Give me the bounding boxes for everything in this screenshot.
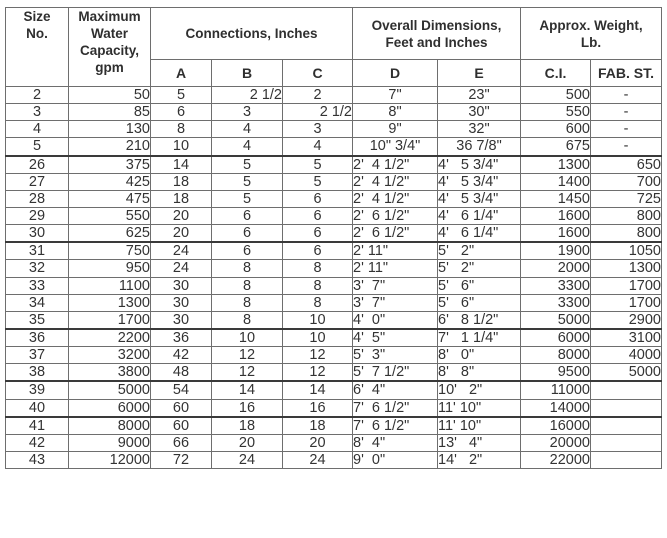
cell-connection-a: 42 (151, 347, 212, 364)
header-connections-label: Connections, Inches (185, 26, 318, 41)
cell-connection-b: 4 (212, 138, 283, 156)
cell-connection-b: 5 (212, 156, 283, 174)
cell-dimension-d: 2' 4 1/2" (353, 156, 438, 174)
cell-connection-a: 10 (151, 138, 212, 156)
header-b: B (212, 60, 283, 87)
table-body (6, 87, 662, 469)
cell-weight-fab-st (591, 381, 662, 399)
cell-dimension-d: 2' 6 1/2" (353, 207, 438, 224)
cell-dimension-e: 23" (438, 87, 521, 104)
cell-dimension-e: 5' 6" (438, 277, 521, 294)
cell-weight-ci: 1600 (521, 207, 591, 224)
header-max-water-capacity (69, 8, 151, 87)
cell-dimension-d: 7" (353, 87, 438, 104)
cell-connection-a: 14 (151, 156, 212, 174)
cell-weight-fab-st (591, 399, 662, 417)
cell-capacity-gpm: 3200 (69, 347, 151, 364)
header-dimensions-line2: Feet and Inches (385, 34, 488, 50)
cell-dimension-d: 8" (353, 104, 438, 121)
cell-connection-a: 66 (151, 434, 212, 451)
cell-size: 29 (6, 207, 69, 224)
cell-weight-fab-st: 2900 (591, 311, 662, 329)
cell-weight-fab-st: 650 (591, 156, 662, 174)
cell-capacity-gpm: 950 (69, 260, 151, 277)
header-e: E (438, 60, 521, 87)
cell-connection-b: 18 (212, 417, 283, 435)
cell-size: 3 (6, 104, 69, 121)
cell-weight-ci: 675 (521, 138, 591, 156)
header-size-no-line2: No. (26, 26, 48, 41)
cell-connection-b: 16 (212, 399, 283, 417)
cell-connection-c: 14 (283, 381, 353, 399)
cell-dimension-e: 4' 5 3/4" (438, 156, 521, 174)
header-c: C (283, 60, 353, 87)
table-row (6, 294, 662, 311)
cell-dimension-e: 4' 5 3/4" (438, 173, 521, 190)
specifications-table (5, 7, 662, 469)
cell-weight-ci: 1400 (521, 173, 591, 190)
cell-dimension-d: 5' 3" (353, 347, 438, 364)
cell-capacity-gpm: 210 (69, 138, 151, 156)
cell-weight-ci: 8000 (521, 347, 591, 364)
cell-dimension-d: 2' 11" (353, 242, 438, 260)
cell-connection-c: 6 (283, 242, 353, 260)
cell-capacity-gpm: 2200 (69, 329, 151, 347)
table-row (6, 329, 662, 347)
cell-weight-ci: 14000 (521, 399, 591, 417)
cell-connection-a: 30 (151, 294, 212, 311)
table-row (6, 87, 662, 104)
cell-dimension-e: 10' 2" (438, 381, 521, 399)
table-row (6, 138, 662, 156)
cell-weight-fab-st: - (591, 104, 662, 121)
cell-connection-a: 60 (151, 399, 212, 417)
cell-connection-b: 5 (212, 173, 283, 190)
cell-dimension-d: 7' 6 1/2" (353, 417, 438, 435)
cell-size: 42 (6, 434, 69, 451)
cell-dimension-d: 7' 6 1/2" (353, 399, 438, 417)
cell-weight-fab-st (591, 417, 662, 435)
cell-capacity-gpm: 625 (69, 225, 151, 243)
table-row (6, 190, 662, 207)
cell-size: 33 (6, 277, 69, 294)
cell-size: 35 (6, 311, 69, 329)
cell-dimension-d: 10" 3/4" (353, 138, 438, 156)
cell-capacity-gpm: 130 (69, 121, 151, 138)
cell-connection-c: 6 (283, 207, 353, 224)
cell-dimension-d: 2' 11" (353, 260, 438, 277)
table-row (6, 156, 662, 174)
cell-size: 27 (6, 173, 69, 190)
cell-weight-ci: 5000 (521, 311, 591, 329)
cell-connection-b: 12 (212, 364, 283, 382)
cell-dimension-e: 4' 6 1/4" (438, 225, 521, 243)
cell-weight-fab-st: 4000 (591, 347, 662, 364)
header-row-main (6, 8, 662, 60)
cell-connection-b: 10 (212, 329, 283, 347)
cell-connection-c: 16 (283, 399, 353, 417)
cell-dimension-e: 30" (438, 104, 521, 121)
cell-dimension-d: 4' 0" (353, 311, 438, 329)
cell-connection-a: 18 (151, 190, 212, 207)
header-fab-st: FAB. ST. (591, 60, 662, 87)
cell-dimension-e: 6' 8 1/2" (438, 311, 521, 329)
cell-capacity-gpm: 1300 (69, 294, 151, 311)
cell-size: 36 (6, 329, 69, 347)
cell-size: 2 (6, 87, 69, 104)
header-dimensions-line1: Overall Dimensions, (371, 17, 502, 33)
cell-dimension-e: 5' 2" (438, 242, 521, 260)
cell-dimension-d: 4' 5" (353, 329, 438, 347)
table-row (6, 104, 662, 121)
header-capacity-line1: Maximum (78, 9, 141, 24)
header-capacity-line4: gpm (95, 60, 124, 75)
cell-weight-fab-st (591, 451, 662, 468)
cell-connection-b: 6 (212, 242, 283, 260)
cell-weight-ci: 3300 (521, 294, 591, 311)
cell-connection-c: 6 (283, 190, 353, 207)
cell-dimension-e: 4' 5 3/4" (438, 190, 521, 207)
cell-weight-fab-st: 1300 (591, 260, 662, 277)
cell-dimension-e: 7' 1 1/4" (438, 329, 521, 347)
cell-weight-ci: 600 (521, 121, 591, 138)
cell-connection-c: 24 (283, 451, 353, 468)
cell-weight-fab-st: 3100 (591, 329, 662, 347)
table-row (6, 347, 662, 364)
cell-connection-c: 2 1/2 (283, 104, 353, 121)
cell-connection-a: 20 (151, 225, 212, 243)
table-row (6, 260, 662, 277)
header-overall-dimensions (353, 8, 521, 60)
cell-weight-ci: 9500 (521, 364, 591, 382)
table-row (6, 311, 662, 329)
table-row (6, 399, 662, 417)
cell-size: 26 (6, 156, 69, 174)
cell-weight-fab-st: 1700 (591, 277, 662, 294)
cell-connection-a: 18 (151, 173, 212, 190)
cell-size: 39 (6, 381, 69, 399)
cell-connection-b: 20 (212, 434, 283, 451)
cell-connection-c: 3 (283, 121, 353, 138)
cell-connection-c: 4 (283, 138, 353, 156)
cell-weight-fab-st: 800 (591, 225, 662, 243)
cell-weight-ci: 550 (521, 104, 591, 121)
header-weight-line1: Approx. Weight, (539, 17, 643, 33)
cell-connection-b: 4 (212, 121, 283, 138)
cell-connection-a: 24 (151, 260, 212, 277)
cell-weight-ci: 11000 (521, 381, 591, 399)
table-row (6, 225, 662, 243)
cell-dimension-e: 11' 10" (438, 399, 521, 417)
header-size-no-line1: Size (23, 9, 51, 24)
cell-dimension-d: 5' 7 1/2" (353, 364, 438, 382)
cell-capacity-gpm: 6000 (69, 399, 151, 417)
header-capacity-line2: Water (90, 26, 128, 41)
cell-size: 38 (6, 364, 69, 382)
cell-size: 37 (6, 347, 69, 364)
table-row (6, 121, 662, 138)
cell-dimension-e: 13' 4" (438, 434, 521, 451)
cell-connection-a: 54 (151, 381, 212, 399)
header-connections (151, 8, 353, 60)
cell-weight-ci: 6000 (521, 329, 591, 347)
header-a: A (151, 60, 212, 87)
cell-capacity-gpm: 8000 (69, 417, 151, 435)
cell-weight-fab-st: 5000 (591, 364, 662, 382)
cell-capacity-gpm: 12000 (69, 451, 151, 468)
cell-dimension-e: 4' 6 1/4" (438, 207, 521, 224)
cell-dimension-e: 8' 0" (438, 347, 521, 364)
cell-dimension-e: 36 7/8" (438, 138, 521, 156)
cell-capacity-gpm: 550 (69, 207, 151, 224)
cell-dimension-e: 11' 10" (438, 417, 521, 435)
cell-connection-a: 8 (151, 121, 212, 138)
cell-size: 28 (6, 190, 69, 207)
cell-dimension-e: 5' 2" (438, 260, 521, 277)
table-row (6, 417, 662, 435)
cell-weight-fab-st: - (591, 87, 662, 104)
cell-capacity-gpm: 425 (69, 173, 151, 190)
table-row (6, 277, 662, 294)
cell-weight-ci: 3300 (521, 277, 591, 294)
cell-capacity-gpm: 750 (69, 242, 151, 260)
cell-connection-b: 14 (212, 381, 283, 399)
cell-capacity-gpm: 3800 (69, 364, 151, 382)
table-row (6, 364, 662, 382)
header-d: D (353, 60, 438, 87)
cell-weight-ci: 1450 (521, 190, 591, 207)
cell-connection-b: 6 (212, 225, 283, 243)
cell-dimension-d: 2' 4 1/2" (353, 190, 438, 207)
header-size-no (6, 8, 69, 87)
cell-connection-b: 24 (212, 451, 283, 468)
cell-connection-c: 2 (283, 87, 353, 104)
cell-size: 4 (6, 121, 69, 138)
cell-size: 40 (6, 399, 69, 417)
cell-weight-ci: 16000 (521, 417, 591, 435)
cell-weight-ci: 2000 (521, 260, 591, 277)
cell-connection-c: 8 (283, 260, 353, 277)
cell-capacity-gpm: 375 (69, 156, 151, 174)
cell-weight-fab-st: 725 (591, 190, 662, 207)
cell-dimension-d: 9" (353, 121, 438, 138)
cell-connection-c: 8 (283, 277, 353, 294)
cell-connection-b: 3 (212, 104, 283, 121)
cell-connection-b: 8 (212, 277, 283, 294)
table-row (6, 242, 662, 260)
header-approx-weight (521, 8, 662, 60)
cell-weight-fab-st: 1050 (591, 242, 662, 260)
header-ci: C.I. (521, 60, 591, 87)
cell-capacity-gpm: 85 (69, 104, 151, 121)
cell-dimension-e: 14' 2" (438, 451, 521, 468)
cell-weight-ci: 1900 (521, 242, 591, 260)
cell-weight-ci: 1300 (521, 156, 591, 174)
cell-capacity-gpm: 475 (69, 190, 151, 207)
cell-capacity-gpm: 1100 (69, 277, 151, 294)
cell-connection-c: 20 (283, 434, 353, 451)
cell-connection-c: 18 (283, 417, 353, 435)
cell-connection-b: 6 (212, 207, 283, 224)
cell-connection-a: 20 (151, 207, 212, 224)
cell-connection-c: 10 (283, 329, 353, 347)
table-row (6, 451, 662, 468)
cell-connection-a: 6 (151, 104, 212, 121)
cell-connection-a: 5 (151, 87, 212, 104)
cell-connection-a: 30 (151, 277, 212, 294)
cell-weight-ci: 1600 (521, 225, 591, 243)
cell-connection-b: 8 (212, 311, 283, 329)
cell-size: 43 (6, 451, 69, 468)
cell-dimension-d: 2' 6 1/2" (353, 225, 438, 243)
cell-capacity-gpm: 9000 (69, 434, 151, 451)
table-row (6, 207, 662, 224)
cell-dimension-e: 8' 8" (438, 364, 521, 382)
cell-connection-a: 24 (151, 242, 212, 260)
cell-capacity-gpm: 1700 (69, 311, 151, 329)
cell-connection-a: 48 (151, 364, 212, 382)
cell-size: 31 (6, 242, 69, 260)
cell-size: 5 (6, 138, 69, 156)
table-row (6, 381, 662, 399)
cell-dimension-d: 3' 7" (353, 277, 438, 294)
cell-size: 34 (6, 294, 69, 311)
cell-weight-ci: 20000 (521, 434, 591, 451)
cell-connection-b: 5 (212, 190, 283, 207)
cell-size: 32 (6, 260, 69, 277)
cell-dimension-d: 3' 7" (353, 294, 438, 311)
cell-size: 30 (6, 225, 69, 243)
header-capacity-line3: Capacity, (79, 43, 140, 58)
cell-dimension-e: 32" (438, 121, 521, 138)
cell-dimension-d: 8' 4" (353, 434, 438, 451)
cell-dimension-d: 9' 0" (353, 451, 438, 468)
table-row (6, 173, 662, 190)
cell-connection-a: 36 (151, 329, 212, 347)
cell-dimension-e: 5' 6" (438, 294, 521, 311)
cell-connection-c: 10 (283, 311, 353, 329)
cell-size: 41 (6, 417, 69, 435)
cell-connection-b: 8 (212, 294, 283, 311)
cell-weight-fab-st: 800 (591, 207, 662, 224)
cell-weight-fab-st: - (591, 121, 662, 138)
cell-weight-fab-st: 1700 (591, 294, 662, 311)
header-weight-line2: Lb. (580, 34, 602, 50)
cell-connection-c: 12 (283, 364, 353, 382)
cell-connection-b: 12 (212, 347, 283, 364)
cell-connection-c: 6 (283, 225, 353, 243)
cell-dimension-d: 2' 4 1/2" (353, 173, 438, 190)
cell-connection-c: 5 (283, 156, 353, 174)
cell-weight-fab-st: - (591, 138, 662, 156)
cell-connection-a: 60 (151, 417, 212, 435)
cell-connection-c: 8 (283, 294, 353, 311)
cell-connection-b: 2 1/2 (212, 87, 283, 104)
cell-weight-ci: 500 (521, 87, 591, 104)
cell-weight-fab-st (591, 434, 662, 451)
cell-capacity-gpm: 50 (69, 87, 151, 104)
cell-dimension-d: 6' 4" (353, 381, 438, 399)
cell-capacity-gpm: 5000 (69, 381, 151, 399)
cell-connection-b: 8 (212, 260, 283, 277)
cell-connection-a: 72 (151, 451, 212, 468)
cell-weight-ci: 22000 (521, 451, 591, 468)
table-row (6, 434, 662, 451)
cell-weight-fab-st: 700 (591, 173, 662, 190)
cell-connection-c: 5 (283, 173, 353, 190)
cell-connection-a: 30 (151, 311, 212, 329)
cell-connection-c: 12 (283, 347, 353, 364)
